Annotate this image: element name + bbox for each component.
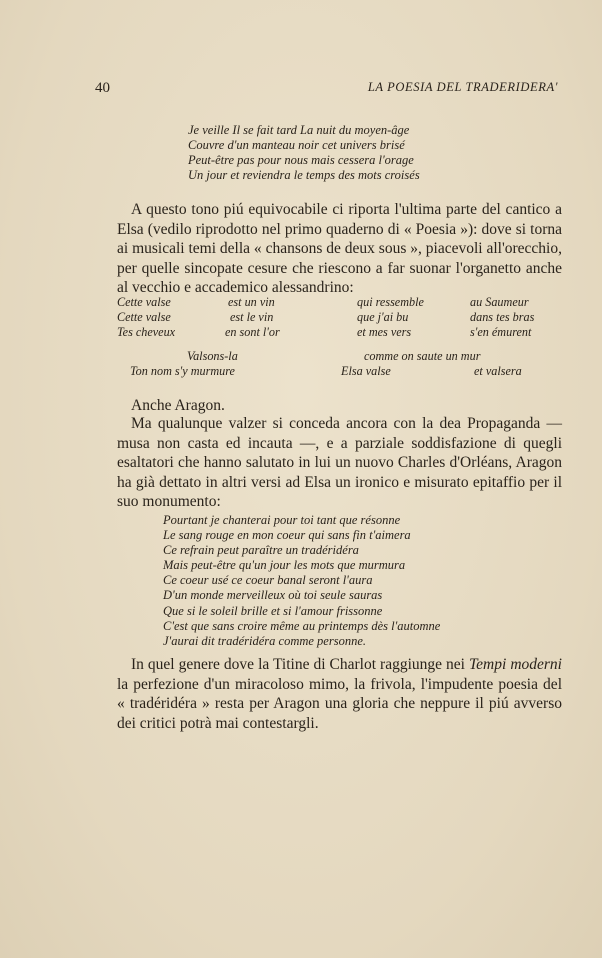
paragraph-text: A questo tono piú equivocabile ci riporta l'ultima parte del cantico a Elsa (vedilo riprodotto nel primo quaderno di « Poesia »): dove si torna ai musicali temi della « chansons de deux sous », piacevoli all'orecchio, per quelle sincopate cesure che riescono a far suonar l'organetto anche al vecchio e accademico alessandrino: bbox=[117, 201, 562, 296]
poem-line: Le sang rouge en mon coeur qui sans fin t'aimera bbox=[163, 528, 411, 543]
poem-stanza-2 bbox=[163, 513, 440, 649]
song-cell: Ton nom s'y murmure bbox=[130, 364, 235, 378]
song-cell: et valsera bbox=[474, 364, 522, 378]
poem-line: Un jour et reviendra le temps des mots croisés bbox=[188, 168, 420, 182]
paragraph-text bbox=[117, 655, 562, 733]
poem-line: C'est que sans croire même au printemps dès l'automne bbox=[163, 618, 441, 633]
paragraph-3 bbox=[117, 655, 562, 733]
song-cell: dans tes bras bbox=[470, 310, 535, 324]
paragraph-1 bbox=[117, 200, 562, 298]
paragraph-text-start: In quel genere dove la Titine di Charlot raggiunge nei bbox=[131, 656, 469, 673]
poem-line: Je veille Il se fait tard La nuit du moyen-âge bbox=[188, 123, 410, 137]
song-cell: qui ressemble bbox=[357, 295, 424, 309]
poem-line: Que si le soleil brille et si l'amour frissonne bbox=[163, 603, 383, 618]
poem-line: Couvre d'un manteau noir cet univers brisé bbox=[188, 138, 405, 152]
song-cell: Valsons-la bbox=[187, 349, 238, 363]
film-title: Tempi moderni bbox=[468, 656, 562, 673]
song-cell: comme on saute un mur bbox=[364, 349, 481, 363]
poem-line: Mais peut-être qu'un jour les mots que murmura bbox=[163, 558, 406, 573]
song-cell: est un vin bbox=[228, 295, 275, 309]
song-row bbox=[117, 325, 562, 340]
poem-line: Ce coeur usé ce coeur banal seront l'aura bbox=[163, 573, 373, 588]
song-cell: Cette valse bbox=[117, 310, 171, 324]
song-cell: et mes vers bbox=[357, 325, 412, 339]
poem-line: D'un monde merveilleux où toi seule sauras bbox=[163, 588, 383, 603]
aragon-line: Anche Aragon. bbox=[131, 397, 225, 414]
song-cell: en sont l'or bbox=[225, 325, 280, 339]
paragraph-text: Ma qualunque valzer si conceda ancora con la dea Propaganda — musa non casta ed incauta —, e a parziale soddisfazione di quegli esaltatori che hanno salutato in lui un nuovo Charles d'Orléans, Aragon ha già dettato in altri versi ad Elsa un ironico e misurato epitaffio per il suo monumento: bbox=[117, 415, 562, 510]
song-row bbox=[117, 349, 562, 364]
running-head: LA POESIA DEL TRADERIDERA' bbox=[367, 80, 558, 94]
poem-line: Pourtant je chanterai pour toi tant que résonne bbox=[163, 513, 401, 527]
song-cell: Cette valse bbox=[117, 295, 171, 309]
song-cell: Tes cheveux bbox=[117, 325, 176, 339]
poem-line: Ce refrain peut paraître un tradéridéra bbox=[163, 543, 359, 558]
poem-stanza-1 bbox=[188, 123, 420, 183]
song-row bbox=[117, 364, 562, 379]
paragraph-2 bbox=[117, 414, 562, 512]
song-cell: au Saumeur bbox=[470, 295, 529, 309]
song-row bbox=[117, 295, 562, 310]
poem-line: Peut-être pas pour nous mais cessera l'orage bbox=[188, 153, 414, 167]
song-row bbox=[117, 310, 562, 325]
song-cell: Elsa valse bbox=[341, 364, 391, 378]
song-cell: est le vin bbox=[230, 310, 274, 324]
song-cell: que j'ai bu bbox=[357, 310, 409, 324]
poem-line: J'aurai dit tradéridéra comme personne. bbox=[163, 633, 366, 648]
song-cell: s'en émurent bbox=[470, 325, 532, 339]
page-number: 40 bbox=[95, 80, 110, 96]
paragraph-text-end: la perfezione d'un miracoloso mimo, la frivola, l'impudente poesia del « tradéridéra » resta per Aragon una gloria che neppure il piú avverso dei critici potrà mai contestargli. bbox=[117, 675, 562, 732]
song-verse bbox=[117, 295, 562, 379]
